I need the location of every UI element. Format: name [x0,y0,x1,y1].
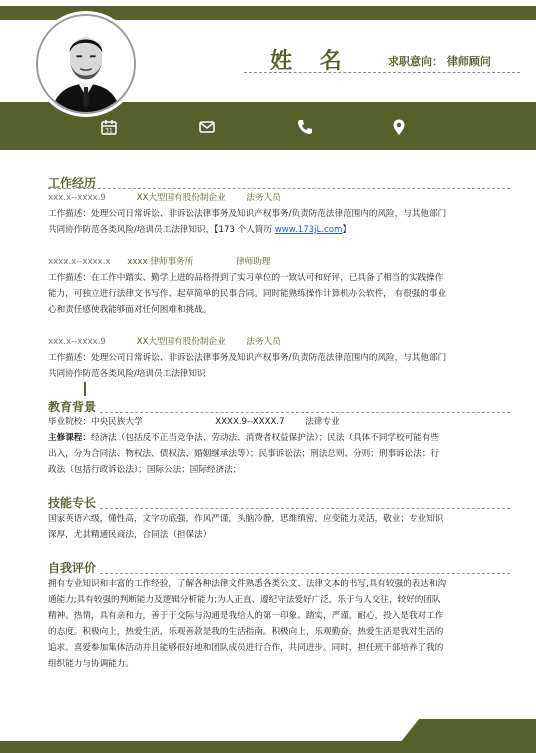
work-2-company: xxxx 律师事务所 [127,257,194,267]
work-2-desc-line-2: 能力，可独立进行法律文书写作、起草简单的民事合同。同时能熟练操作计算机办公软件， 有很强的事业 [48,289,447,299]
svg-text:31: 31 [105,127,113,135]
work-3-desc-line-1: 工作描述：处理公司日常诉讼、非诉讼法律事务及知识产权事务/负责防范法律范围内的风险，与其他部门 [48,353,447,363]
work-3-period: xxx.x--xxxx.9 [48,337,106,347]
education-major: 法律专业 [305,417,340,427]
job-intent: 求职意向： 律师顾问 [388,55,491,68]
work-2-desc-line-1: 工作描述：在工作中踏实、勤学上进的品格得到了实习单位的一致认可和好评，已具备了相当的实践操作 [48,273,444,283]
self-eval-line-6: 组织能力与协调能力。 [48,659,134,669]
resume-site-link[interactable]: www.173jL.com [274,225,343,235]
portrait-image [38,16,134,112]
name-divider [244,72,520,73]
education-period: XXXX.9--XXXX.7 [215,417,285,427]
work-3-company: XX大型国有股份制企业 [136,337,226,347]
text-cursor [84,382,86,396]
bottom-decor-tab [400,719,536,743]
bottom-decor-bar [0,741,536,753]
skills-line-1: 国家英语六级，懂性高，文字功底强，作风严谨，头脑冷静，思维缜密，应变能力灵活，敬业；专业知识 [48,514,444,524]
phone-icon [296,118,314,136]
self-eval-line-1: 拥有专业知识和丰富的工作经验，了解各种法律文件熟悉各类公文、法律文本的书写,具有较强的表达和沟 [48,579,447,589]
section-divider-skills [100,508,510,509]
education-courses-line-2: 出入，分为合同法、物权法、债权法、婚姻继承法等）；民事诉讼法；刑法总则、分则；刑事诉讼法；行 [48,449,440,459]
work-1-company: XX大型国有股份制企业 [136,193,226,203]
self-eval-line-2: 通能力;具有较强的判断能力及逻辑分析能力;为人正直、遵纪守法爱好广泛，乐于与人交往，较好的团队 [48,595,441,605]
section-divider-self [100,573,510,574]
section-divider-education [100,412,510,413]
courses-label: 主修课程： [48,433,91,443]
courses-text-1: 经济法（包括反不正当竞争法、劳动法、消费者权益保护法）；民法（具体不同学校可能有些 [90,433,440,443]
section-title-education: 教育背景 [48,400,97,414]
education-school: 毕业院校：中央民族大学 [48,417,143,427]
work-2-position: 律师助理 [236,257,271,267]
candidate-name: 姓 名 [270,49,352,74]
work-3-position: 法务人员 [246,337,281,347]
work-1-desc-prefix: 共同协作防范各类风险/培训员工法律知识，【173 个人简历 [48,225,275,235]
self-eval-line-4: 的态度。积极向上，热爱生活，乐观善款是我的生活指南。积极向上，乐观勤奋，热爱生活是我对生活的 [48,627,444,637]
work-1-desc-line-2 [48,223,510,237]
profile-photo [36,14,136,114]
work-1-position: 法务人员 [246,193,281,203]
work-3-desc-line-2: 共同协作防范各类风险/培训员工法律知识 [48,369,206,379]
self-eval-line-3: 精神。热情，具有亲和力，善于于交际与沟通是我给人的第一印象。踏实，严谨，耐心，投入是我对工作 [48,611,444,621]
section-divider-work [48,188,510,189]
work-entry-1-header [48,191,510,205]
skills-line-2: 深厚，尤其精通民商法，合同法（担保法） [48,530,212,540]
work-entry-2-header [48,255,510,269]
section-title-work: 工作经历 [48,176,97,190]
education-courses-line-1 [48,431,510,445]
mail-icon [198,118,216,136]
work-entry-3-header [48,335,510,349]
self-eval-line-5: 追求。喜爱参加集体活动并且能够很好地和团队成员进行合作，共同进步。同时，担任班干部培养了我的 [48,643,444,653]
education-courses-line-3: 政法（包括行政诉讼法）；国际公法；国际经济法； [48,465,242,475]
work-1-desc-line-1: 工作描述：处理公司日常诉讼、非诉讼法律事务及知识产权事务/负责防范法律范围内的风险，与其他部门 [48,209,447,219]
location-icon [390,118,408,136]
work-2-desc-line-3: 心和责任感使我能够面对任何困难和挑战。 [48,305,212,315]
section-title-self: 自我评价 [48,561,97,575]
calendar-icon [100,118,118,136]
work-1-desc-suffix: 】 [342,225,352,235]
work-1-period: xxx.x--xxxx.9 [48,193,106,203]
section-title-skills: 技能专长 [48,496,97,510]
education-header [48,415,510,429]
work-2-period: xxxx.x--xxxx.x [48,257,111,267]
